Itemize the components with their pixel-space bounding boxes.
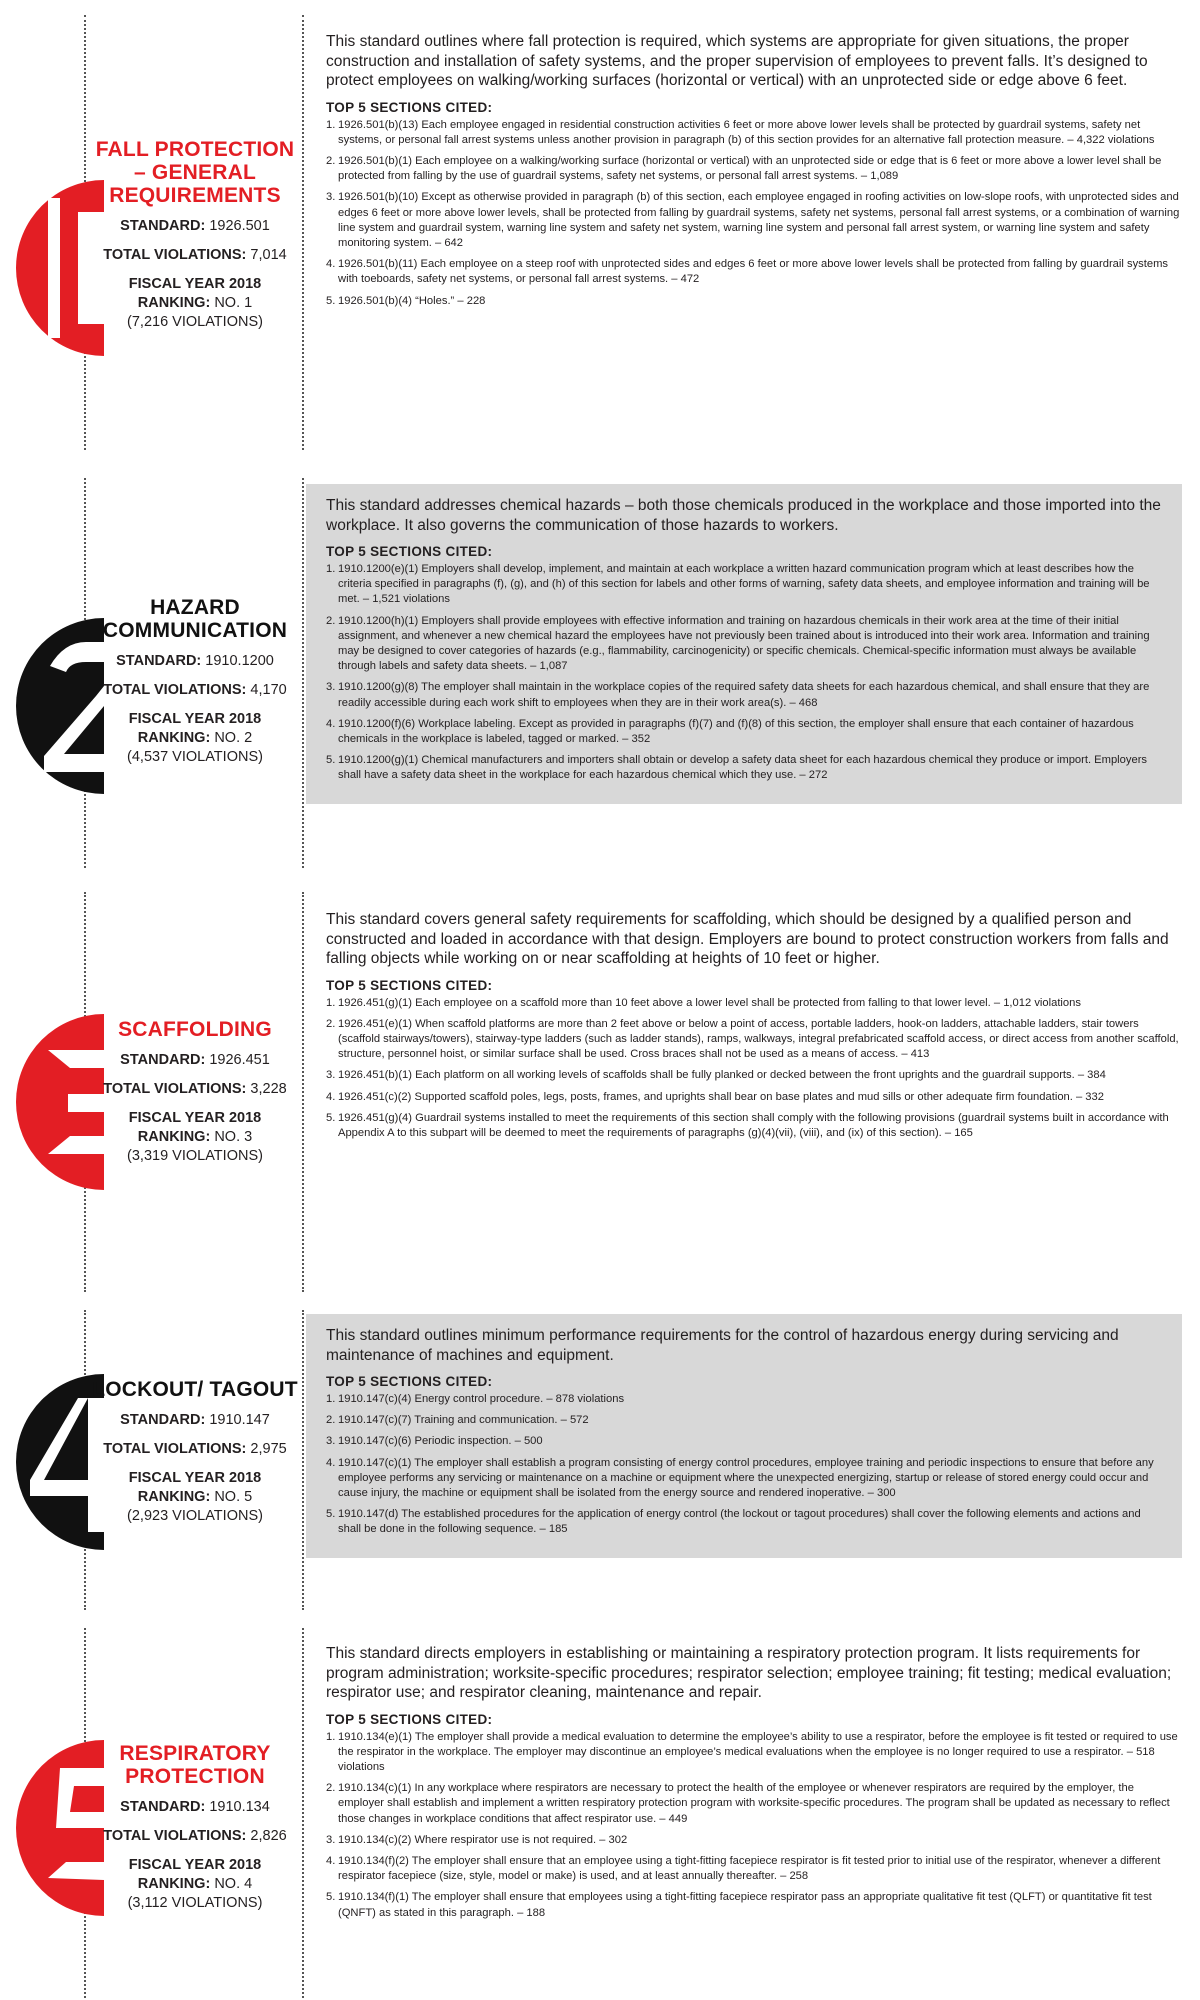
rank-2-numeral-graphic — [4, 606, 104, 806]
section-5 — [0, 1628, 1200, 1998]
rank-5-numeral-graphic — [4, 1728, 104, 1928]
cited-list — [326, 118, 1182, 309]
dotted-divider — [302, 892, 304, 1292]
cited-heading: TOP 5 SECTIONS CITED: — [326, 99, 493, 115]
section-title: SCAFFOLDING — [118, 1018, 272, 1041]
section-4 — [0, 1310, 1200, 1610]
list-item: 3. 1926.451(b)(1) Each platform on all working levels of scaffolds shall be fully planked or decked between the front uprights and the guardrail supports. – 384 — [326, 1069, 1106, 1082]
ranking-line: RANKING: NO. 4 — [137, 1876, 253, 1892]
rank-3-numeral-graphic — [4, 1002, 104, 1202]
list-item: 2. 1910.147(c)(7) Training and communication. – 572 — [326, 1414, 589, 1427]
standard-line: STANDARD: 1910.134 — [120, 1799, 270, 1815]
list-item: 4. 1926.451(c)(2) Supported scaffold poles, legs, posts, frames, and uprights shall bear on base plates and mud sills or other adequate firm foundation. – 332 — [326, 1090, 1104, 1103]
list-item: 1. 1910.134(e)(1) The employer shall provide a medical evaluation to determine the employee’s ability to use a respirator, before the employee is fit tested or required to use the respirator in the workplace. The employer may discontinue an employee’s medical evaluations when the employee is no longer required to use a respirator. – 518 violations — [326, 1730, 1178, 1773]
list-item: 5. 1910.1200(g)(1) Chemical manufacturers and importers shall obtain or develop a safety data sheet for each hazardous chemical they produce or import. Employers shall have a safety data sheet in the workplace for each hazardous chemical which they use. – 272 — [326, 754, 1148, 782]
list-item: 4. 1926.501(b)(11) Each employee on a steep roof with unprotected sides and edges 6 feet or more above lower levels shall be protected from falling by guardrail systems with toeboards, safety net systems, or personal fall arrest systems. – 472 — [326, 258, 1168, 286]
total-violations-line: TOTAL VIOLATIONS: 2,975 — [103, 1441, 287, 1457]
ranking-violations: (3,319 VIOLATIONS) — [127, 1148, 263, 1164]
cited-list — [326, 562, 1166, 784]
ranking-line: RANKING: NO. 2 — [137, 730, 253, 746]
ranking-violations: (7,216 VIOLATIONS) — [127, 314, 263, 330]
fiscal-year-label: FISCAL YEAR 2018 — [128, 1857, 262, 1873]
section-intro: This standard outlines where fall protection is required, which systems are appropriate for given situations, the proper construction and installation of safety systems, and the proper supervision of employees to prevent falls. It’s designed to protect employees on walking/working surfaces (horizontal or vertical) with an unprotected side or edge above 6 feet. — [326, 33, 1148, 89]
fiscal-year-label: FISCAL YEAR 2018 — [128, 711, 262, 727]
cited-list — [326, 996, 1182, 1142]
list-item: 5. 1926.501(b)(4) “Holes.” – 228 — [326, 294, 486, 307]
ranking-line: RANKING: NO. 5 — [137, 1489, 253, 1505]
list-item: 1. 1926.451(g)(1) Each employee on a scaffold more than 10 feet above a lower level shall be protected from falling to that lower level. – 1,012 violations — [326, 996, 1081, 1009]
rank-numeral — [4, 1728, 104, 1928]
rank-4-numeral-graphic — [4, 1362, 104, 1562]
section-summary — [90, 596, 300, 767]
section-content — [306, 1314, 1182, 1558]
rank-numeral — [4, 1002, 104, 1202]
rank-numeral — [4, 606, 104, 806]
section-title: RESPIRATORY PROTECTION — [119, 1742, 271, 1788]
list-item: 3. 1926.501(b)(10) Except as otherwise provided in paragraph (b) of this section, each employee engaged in roofing activities on low-slope roofs, with unprotected sides and edges 6 feet or more above lower levels, shall be protected from falling by guardrail systems, safety net systems, personal fall arrest systems, or a combination of warning line system and guardrail system, warning line system and safety net system, warning line system and personal fall arrest system, or warning line system and safety monitoring system. – 642 — [326, 191, 1180, 249]
section-summary — [90, 1018, 300, 1166]
fiscal-year-label: FISCAL YEAR 2018 — [128, 1110, 262, 1126]
list-item: 2. 1910.1200(h)(1) Employers shall provide employees with effective information and training on hazardous chemicals in their work area at the time of their initial assignment, and whenever a new chemical hazard the employees have not previously been trained about is introduced into their work area. Information and training may be designed to cover categories of hazards (e.g., flammability, carcinogenicity) or specific chemicals. Chemical-specific information must always be available through labels and safety data sheets. – 1,087 — [326, 614, 1150, 673]
section-title: LOCKOUT/ TAGOUT — [92, 1378, 298, 1401]
section-content — [306, 32, 1182, 315]
list-item: 4. 1910.134(f)(2) The employer shall ensure that an employee using a tight-fitting facepiece respirator is fit tested prior to initial use of the respirator, whenever a different respirator facepiece (size, style, model or make) is used, and at least annually thereafter. – 258 — [326, 1854, 1161, 1883]
cited-heading: TOP 5 SECTIONS CITED: — [326, 1374, 493, 1389]
cited-list — [326, 1730, 1182, 1921]
dotted-divider — [302, 15, 304, 450]
dotted-divider — [302, 1310, 304, 1610]
list-item: 1. 1926.501(b)(13) Each employee engaged in residential construction activities 6 feet or more above lower levels shall be protected by guardrail systems, safety net systems, or personal fall arrest systems unless another provision in paragraph (b) of this section provides for an alternative fall protection measure. – 4,322 violations — [326, 118, 1155, 146]
list-item: 5. 1910.134(f)(1) The employer shall ensure that employees using a tight-fitting facepiece respirator pass an appropriate qualitative fit test (QLFT) or quantitative fit test (QNFT) as stated in this paragraph. – 188 — [326, 1891, 1152, 1919]
section-1 — [0, 10, 1200, 450]
cited-heading: TOP 5 SECTIONS CITED: — [326, 1711, 493, 1727]
list-item: 2. 1910.134(c)(1) In any workplace where respirators are necessary to protect the health of the employee or whenever respirators are required by the employer, the employer shall establish and implement a written respiratory protection program with worksite-specific procedures. The program shall be updated as necessary to reflect those changes in workplace conditions that affect respirator use. – 449 — [326, 1782, 1170, 1825]
list-item: 5. 1926.451(g)(4) Guardrail systems installed to meet the requirements of this section shall comply with the following provisions (guardrail systems built in accordance with Appendix A to this subpart will be deemed to meet the requirements of paragraphs (g)(4)(vii), (viii), and (ix) of this section). – 165 — [326, 1111, 1169, 1139]
section-content — [306, 484, 1182, 804]
cited-heading: TOP 5 SECTIONS CITED: — [326, 544, 493, 559]
section-intro: This standard addresses chemical hazards – both those chemicals produced in the workplace and those imported into the workplace. It also governs the communication of those hazards to workers. — [326, 497, 1161, 534]
section-title: HAZARD COMMUNICATION — [102, 596, 288, 642]
ranking-line: RANKING: NO. 3 — [137, 1129, 253, 1145]
dotted-divider — [302, 478, 304, 868]
section-3 — [0, 892, 1200, 1292]
list-item: 3. 1910.147(c)(6) Periodic inspection. – 500 — [326, 1435, 543, 1448]
section-summary — [90, 1378, 300, 1526]
list-item: 4. 1910.147(c)(1) The employer shall establish a program consisting of energy control procedures, employee training and periodic inspections to ensure that before any employee performs any servicing or maintenance on a machine or equipment where the unexpected energizing, startup or release of stored energy could occur and cause injury, the machine or equipment shall be isolated from the energy source and rendered inoperative. – 300 — [326, 1456, 1154, 1500]
ranking-violations: (2,923 VIOLATIONS) — [127, 1508, 263, 1524]
list-item: 2. 1926.451(e)(1) When scaffold platforms are more than 2 feet above or below a point of access, portable ladders, hook-on ladders, attachable ladders, stair towers (scaffold stairways/towers), stairway-type ladders (such as ladder stands), ramps, walkways, integral prefabricated scaffold access, or direct access from another scaffold, structure, personnel hoist, or similar surface shall be used. Cross braces shall not be used as a means of access. – 413 — [326, 1017, 1179, 1061]
section-2 — [0, 478, 1200, 868]
section-summary — [90, 1742, 300, 1913]
section-title: FALL PROTECTION – GENERAL REQUIREMENTS — [95, 138, 295, 207]
cited-list — [326, 1392, 1166, 1538]
rank-numeral — [4, 168, 104, 368]
ranking-violations: (4,537 VIOLATIONS) — [127, 749, 263, 765]
standard-line: STANDARD: 1926.451 — [120, 1052, 270, 1068]
total-violations-line: TOTAL VIOLATIONS: 3,228 — [103, 1081, 287, 1097]
list-item: 1. 1910.147(c)(4) Energy control procedure. – 878 violations — [326, 1393, 625, 1405]
total-violations-line: TOTAL VIOLATIONS: 7,014 — [103, 247, 287, 263]
total-violations-line: TOTAL VIOLATIONS: 4,170 — [103, 682, 287, 698]
section-content — [306, 1644, 1182, 1927]
list-item: 3. 1910.134(c)(2) Where respirator use is not required. – 302 — [326, 1833, 628, 1846]
cited-heading: TOP 5 SECTIONS CITED: — [326, 977, 493, 993]
section-summary — [90, 138, 300, 332]
section-intro: This standard directs employers in establishing or maintaining a respiratory protection program. It lists requirements for program administration; worksite-specific procedures; respirator selection; employee training; fit testing; medical evaluation; respirator use; and respirator cleaning, maintenance and repair. — [326, 1645, 1172, 1701]
section-content — [306, 910, 1182, 1147]
dotted-divider — [302, 1628, 304, 1998]
list-item: 4. 1910.1200(f)(6) Workplace labeling. Except as provided in paragraphs (f)(7) and (f)(8) of this section, the employer shall ensure that each container of hazardous chemicals in the workplace is labeled, tagged or marked. – 352 — [326, 717, 1134, 746]
list-item: 5. 1910.147(d) The established procedures for the application of energy control (the lockout or tagout procedures) shall cover the following elements and actions and shall be done in the following sequence. – 185 — [326, 1508, 1141, 1536]
list-item: 1. 1910.1200(e)(1) Employers shall develop, implement, and maintain at each workplace a written hazard communication program which at least describes how the criteria specified in paragraphs (f), (g), and (h) of this section for labels and other forms of warning, safety data sheets, and employee information and training will be met. – 1,521 violations — [326, 563, 1150, 606]
ranking-violations: (3,112 VIOLATIONS) — [127, 1895, 263, 1911]
list-item: 2. 1926.501(b)(1) Each employee on a walking/working surface (horizontal or vertical) with an unprotected side or edge that is 6 feet or more above a lower level shall be protected from falling by the use of guardrail systems, safety net systems, or personal fall arrest systems. – 1,089 — [326, 154, 1162, 183]
rank-1-numeral-graphic — [4, 168, 104, 368]
section-intro: This standard outlines minimum performance requirements for the control of hazardous energy during servicing and maintenance of machines and equipment. — [326, 1327, 1119, 1364]
standard-line: STANDARD: 1910.147 — [120, 1412, 270, 1428]
fiscal-year-label: FISCAL YEAR 2018 — [128, 1470, 262, 1486]
list-item: 3. 1910.1200(g)(8) The employer shall maintain in the workplace copies of the required safety data sheets for each hazardous chemical, and shall ensure that they are readily accessible during each work shift to employees when they are in their work area(s). – 468 — [326, 681, 1150, 709]
section-intro: This standard covers general safety requirements for scaffolding, which should be designed by a qualified person and constructed and loaded in accordance with that design. Employers are bound to protect construction workers from falls and falling objects while working on or near scaffolding at heights of 10 feet or higher. — [326, 911, 1169, 967]
standard-line: STANDARD: 1910.1200 — [116, 653, 274, 669]
standard-line: STANDARD: 1926.501 — [120, 218, 270, 234]
total-violations-line: TOTAL VIOLATIONS: 2,826 — [103, 1828, 287, 1844]
fiscal-year-label: FISCAL YEAR 2018 — [128, 276, 262, 292]
rank-numeral — [4, 1362, 104, 1562]
ranking-line: RANKING: NO. 1 — [137, 295, 253, 311]
